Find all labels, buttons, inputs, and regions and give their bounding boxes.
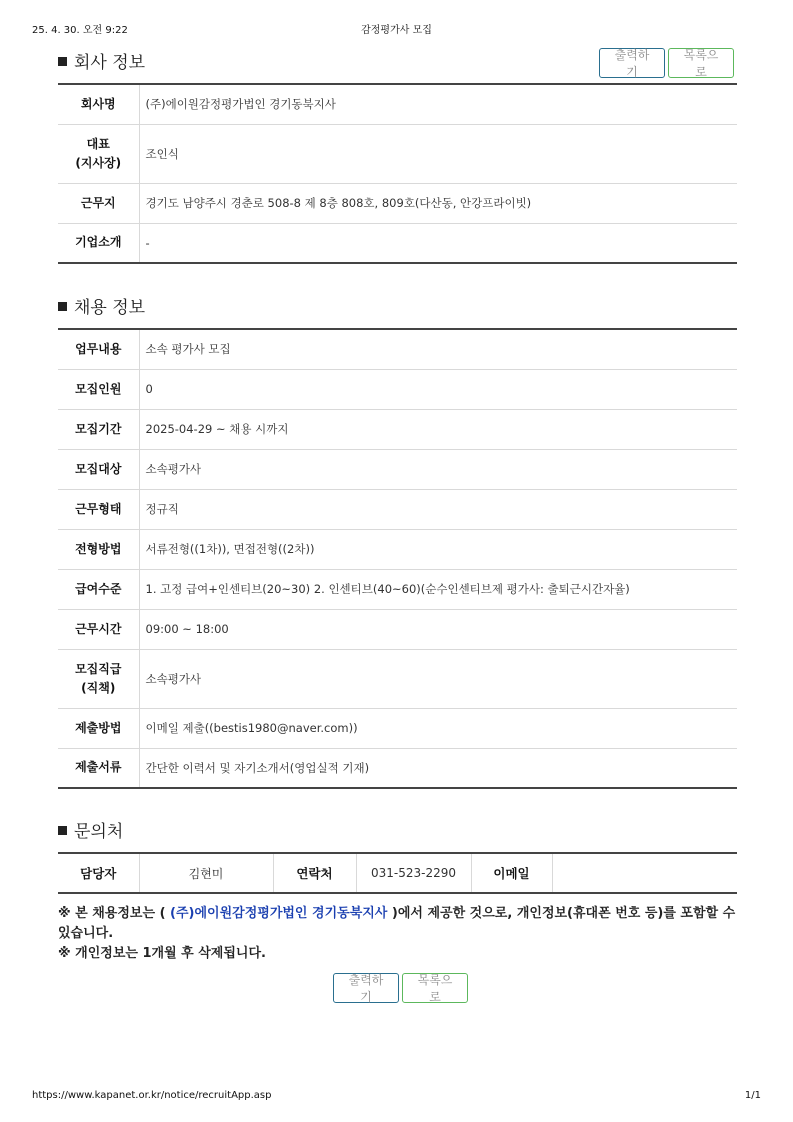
table-row [58, 449, 737, 489]
table-row [58, 609, 737, 649]
row-value: (주)에이원감정평가법인 경기동북지사 [139, 84, 737, 124]
square-bullet-icon [58, 826, 67, 835]
contact-section-title: 문의처 [58, 817, 123, 842]
table-row [58, 84, 737, 124]
top-button-group [599, 48, 734, 78]
bottom-button-group [64, 973, 737, 1003]
row-value: 조인식 [139, 124, 737, 183]
contact-section-header [58, 815, 737, 852]
table-row [58, 649, 737, 708]
list-button[interactable]: 목록으로 [402, 973, 468, 1003]
row-label: 회사명 [58, 84, 139, 124]
row-label: 근무형태 [58, 489, 139, 529]
manager-value: 김현미 [139, 853, 273, 893]
row-label: 업무내용 [58, 329, 139, 369]
phone-label: 연락처 [273, 853, 356, 893]
contact-table [58, 852, 737, 894]
table-row [58, 369, 737, 409]
manager-label: 담당자 [58, 853, 139, 893]
row-label: 전형방법 [58, 529, 139, 569]
row-label: 기업소개 [58, 223, 139, 263]
company-section-title: 회사 정보 [58, 48, 145, 73]
row-value: 소속평가사 [139, 649, 737, 708]
row-value: 1. 고정 급여+인센티브(20~30) 2. 인센티브(40~60)(순수인센티브제 평가사: 출퇴근시간자율) [139, 569, 737, 609]
row-value: 서류전형((1차)), 면접전형((2차)) [139, 529, 737, 569]
email-value [552, 853, 737, 893]
list-button[interactable]: 목록으로 [668, 48, 734, 78]
square-bullet-icon [58, 57, 67, 66]
row-label: 급여수준 [58, 569, 139, 609]
page-number: 1/1 [744, 1090, 761, 1101]
privacy-notice [58, 904, 737, 964]
company-section-header [58, 46, 737, 83]
row-label: 모집직급 (직책) [58, 649, 139, 708]
row-label: 모집인원 [58, 369, 139, 409]
recruit-section-title: 채용 정보 [58, 293, 145, 318]
row-value: 소속평가사 [139, 449, 737, 489]
table-row [58, 748, 737, 788]
row-label: 제출서류 [58, 748, 139, 788]
row-value: 간단한 이력서 및 자기소개서(영업실적 기재) [145, 760, 370, 775]
notice-line-2: ※ 개인정보는 1개월 후 삭제됩니다. [58, 946, 266, 962]
print-title: 감정평가사 모집 [361, 25, 432, 36]
row-value: 2025-04-29 ~ 채용 시까지 [139, 409, 737, 449]
page-url: https://www.kapanet.or.kr/notice/recruitApp.asp [32, 1090, 272, 1101]
row-label: 근무시간 [58, 609, 139, 649]
row-value: 경기도 남양주시 경춘로 508-8 제 8층 808호, 809호(다산동, 안강프라이빗) [139, 183, 737, 223]
row-value: 09:00 ~ 18:00 [139, 609, 737, 649]
table-row [58, 223, 737, 263]
recruit-section-header [58, 291, 737, 328]
recruit-detail [58, 46, 737, 1003]
square-bullet-icon [58, 302, 67, 311]
row-value: 정규직 [139, 489, 737, 529]
table-row [58, 329, 737, 369]
table-row [58, 569, 737, 609]
print-date: 25. 4. 30. 오전 9:22 [32, 25, 128, 36]
table-row [58, 409, 737, 449]
table-row [58, 489, 737, 529]
table-row [58, 124, 737, 183]
print-button[interactable]: 출력하기 [599, 48, 665, 78]
table-row [58, 529, 737, 569]
table-row [58, 183, 737, 223]
row-label: 모집대상 [58, 449, 139, 489]
email-label: 이메일 [471, 853, 552, 893]
row-value: - [145, 235, 150, 250]
row-label: 근무지 [58, 183, 139, 223]
notice-company-name: (주)에이원감정평가법인 경기동북지사 [170, 906, 388, 921]
row-label: 제출방법 [58, 708, 139, 748]
row-value: 소속 평가사 모집 [139, 329, 737, 369]
row-value: 0 [139, 369, 737, 409]
phone-value: 031-523-2290 [356, 853, 471, 893]
notice-line-1: ※ 본 채용정보는 ( (주)에이원감정평가법인 경기동북지사 )에서 제공한 것으로, 개인정보(휴대폰 번호 등)를 포함할 수 있습니다. [58, 906, 736, 942]
table-row [58, 853, 737, 893]
print-header [32, 21, 761, 35]
row-label: 모집기간 [58, 409, 139, 449]
company-info-table [58, 83, 737, 264]
table-row [58, 708, 737, 748]
row-label: 대표 (지사장) [58, 124, 139, 183]
row-value: 이메일 제출((bestis1980@naver.com)) [139, 708, 737, 748]
recruit-info-table [58, 328, 737, 789]
print-button[interactable]: 출력하기 [333, 973, 399, 1003]
print-footer [32, 1090, 761, 1104]
